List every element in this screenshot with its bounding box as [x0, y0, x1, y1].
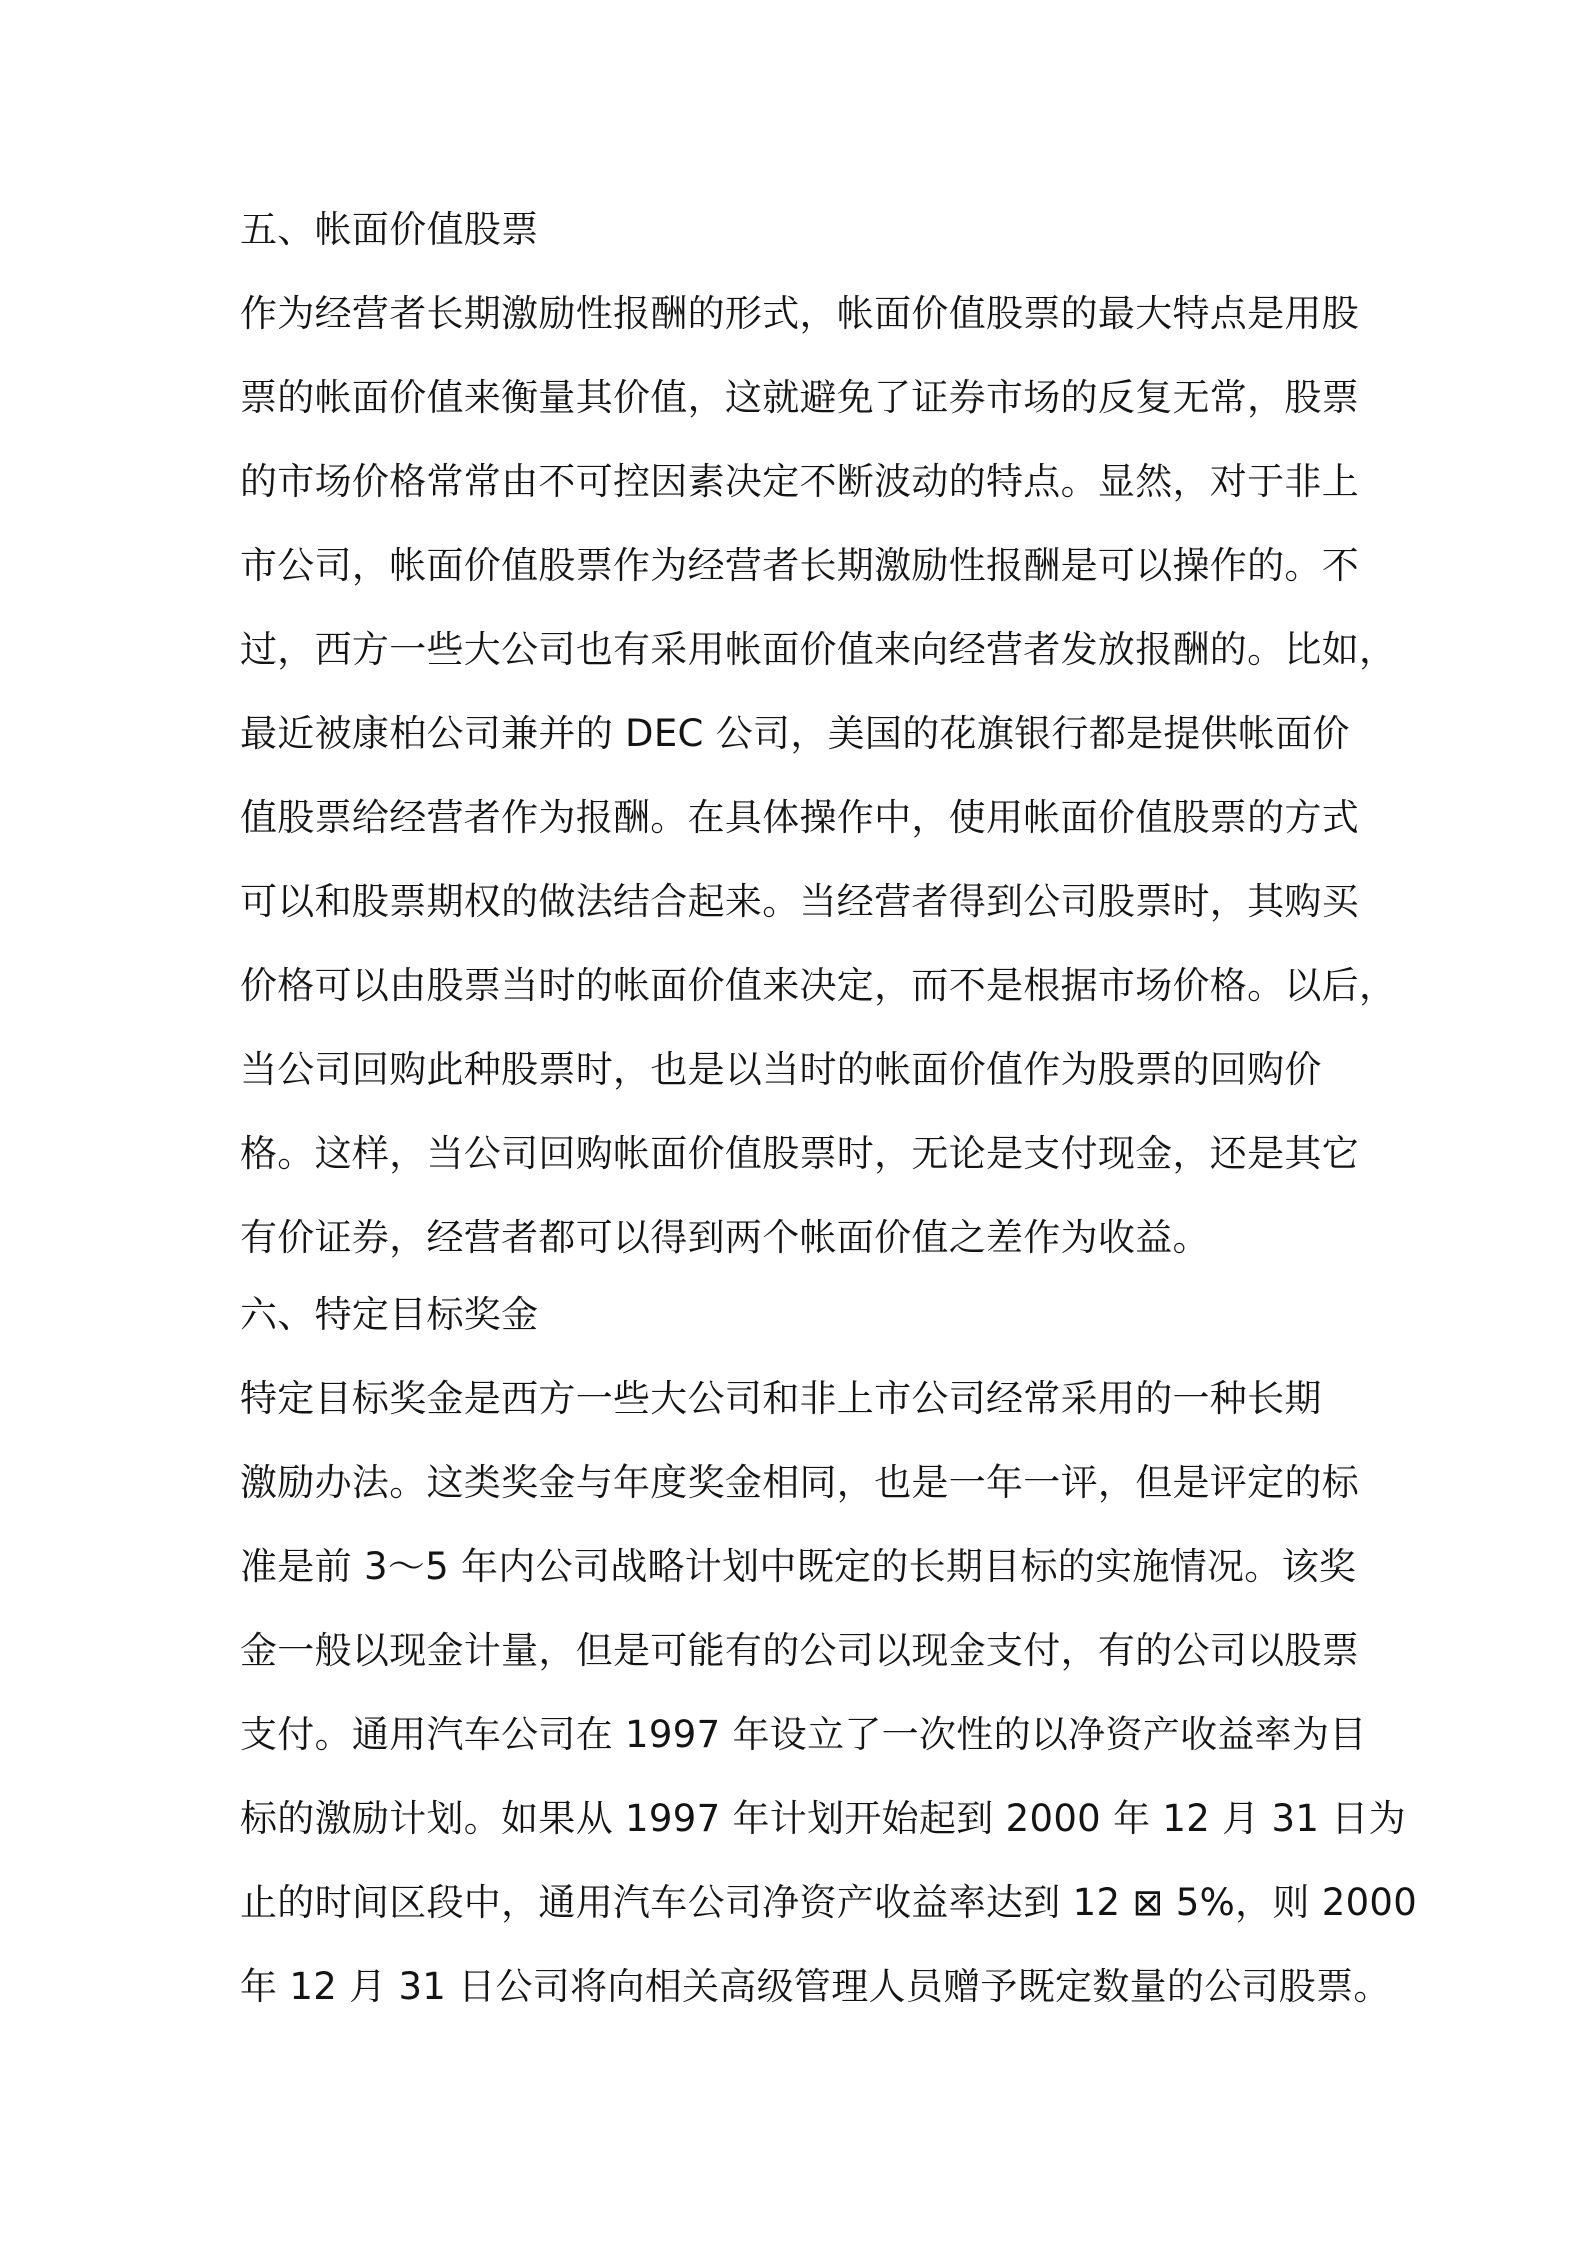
section-heading-book-value-stock: 五、帐面价值股票: [240, 208, 539, 251]
paragraph-line: 格。这样，当公司回购帐面价值股票时，无论是支付现金，还是其它: [240, 1132, 1359, 1175]
paragraph-line: 最近被康柏公司兼并的 DEC 公司，美国的花旗银行都是提供帐面价: [240, 712, 1350, 755]
paragraph-line: 可以和股票期权的做法结合起来。当经营者得到公司股票时，其购买: [240, 880, 1359, 923]
paragraph-line: 市公司，帐面价值股票作为经营者长期激励性报酬是可以操作的。不: [240, 544, 1359, 587]
paragraph-line: 标的激励计划。如果从 1997 年计划开始起到 2000 年 12 月 31 日为: [240, 1797, 1406, 1840]
paragraph-line: 准是前 3～5 年内公司战略计划中既定的长期目标的实施情况。该奖: [240, 1545, 1357, 1588]
paragraph-line: 年 12 月 31 日公司将向相关高级管理人员赠予既定数量的公司股票。: [240, 1965, 1391, 2008]
paragraph-line: 止的时间区段中，通用汽车公司净资产收益率达到 12 ⊠ 5%，则 2000: [240, 1881, 1418, 1924]
paragraph-line: 激励办法。这类奖金与年度奖金相同，也是一年一评，但是评定的标: [240, 1461, 1359, 1504]
paragraph-line: 票的帐面价值来衡量其价值，这就避免了证券市场的反复无常，股票: [240, 376, 1359, 419]
paragraph-line: 值股票给经营者作为报酬。在具体操作中，使用帐面价值股票的方式: [240, 796, 1359, 839]
paragraph-line: 价格可以由股票当时的帐面价值来决定，而不是根据市场价格。以后，: [240, 964, 1397, 1007]
paragraph-line: 支付。通用汽车公司在 1997 年设立了一次性的以净资产收益率为目: [240, 1713, 1367, 1756]
paragraph-line: 有价证券，经营者都可以得到两个帐面价值之差作为收益。: [240, 1216, 1210, 1259]
paragraph-line: 作为经营者长期激励性报酬的形式，帐面价值股票的最大特点是用股: [240, 292, 1359, 335]
paragraph-line: 当公司回购此种股票时，也是以当时的帐面价值作为股票的回购价: [240, 1048, 1322, 1091]
paragraph-line: 过，西方一些大公司也有采用帐面价值来向经营者发放报酬的。比如，: [240, 628, 1397, 671]
paragraph-line: 金一般以现金计量，但是可能有的公司以现金支付，有的公司以股票: [240, 1629, 1359, 1672]
paragraph-line: 特定目标奖金是西方一些大公司和非上市公司经常采用的一种长期: [240, 1377, 1322, 1420]
paragraph-line: 的市场价格常常由不可控因素决定不断波动的特点。显然，对于非上: [240, 460, 1359, 503]
section-heading-target-bonus: 六、特定目标奖金: [240, 1293, 539, 1336]
